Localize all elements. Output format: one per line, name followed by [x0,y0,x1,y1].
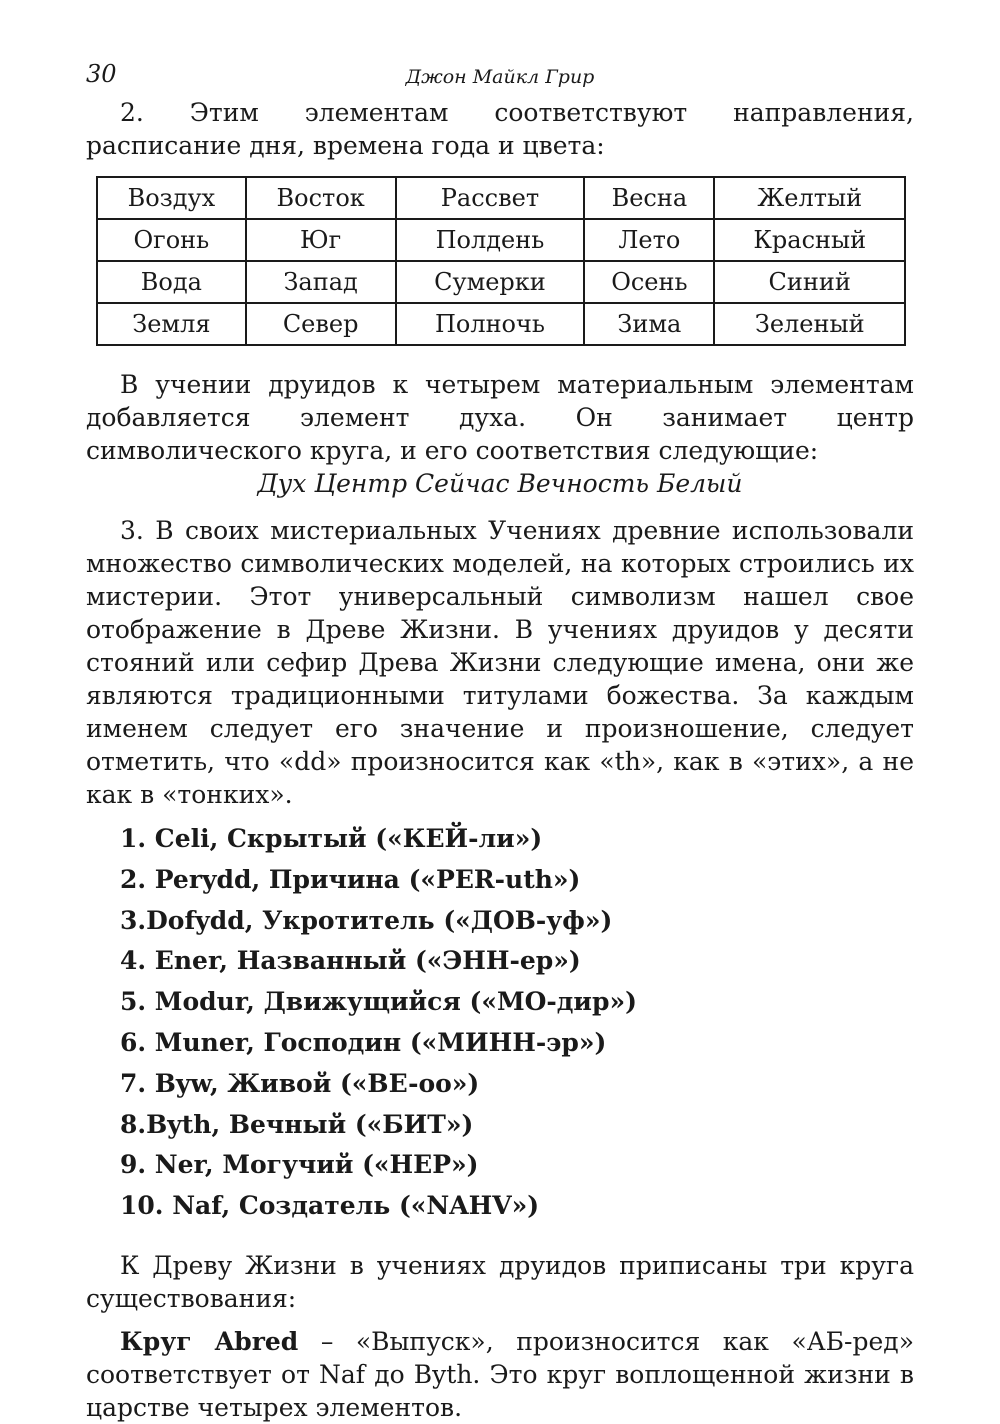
table-cell: Рассвет [396,177,585,219]
running-title: Джон Майкл Грир [405,66,595,88]
list-item: 3.Dofydd, Укротитель («ДОВ-уф») [120,905,613,935]
page-body [86,96,914,1424]
table-cell: Воздух [97,177,246,219]
table-cell: Огонь [97,219,246,261]
abred-description: – «Выпуск», произносится как «АБ-ред» соответствует от Naf до Byth. Это круг воплощенной жизни в царстве четырех элементов. [86,1326,914,1422]
table-cell: Желтый [714,177,905,219]
list-item: 9. Ner, Могучий («НЕР») [120,1150,479,1180]
table-row [97,303,905,345]
spirit-correspondence-line: Дух Центр Сейчас Вечность Белый [257,469,743,498]
table-cell: Полдень [396,219,585,261]
table-row [97,177,905,219]
table-cell: Синий [714,261,905,303]
paragraph-three-circles: К Древу Жизни в учениях друидов приписаны три круга существования: [86,1250,914,1313]
table-cell: Сумерки [396,261,585,303]
paragraph-abred [86,1325,914,1424]
list-item: 7. Byw, Живой («BE-oo») [120,1068,480,1098]
table-cell: Красный [714,219,905,261]
table-cell: Земля [97,303,246,345]
sephiroth-name-list [86,819,914,1227]
list-item: 6. Muner, Господин («МИНН-эр») [120,1027,607,1057]
table-cell: Зеленый [714,303,905,345]
list-item: 5. Modur, Движущийся («МО-дир») [120,987,637,1017]
table-cell: Весна [584,177,714,219]
list-item: 4. Ener, Названный («ЭНН-ер») [120,946,581,976]
table-cell: Восток [246,177,396,219]
page-number: 30 [86,60,117,88]
list-item: 10. Naf, Создатель («NAHV») [120,1191,540,1221]
table-cell: Юг [246,219,396,261]
list-item: 1. Celi, Скрытый («КЕЙ-ли») [120,824,543,853]
table-cell: Осень [584,261,714,303]
table-row [97,219,905,261]
abred-term: Круг Abred [120,1326,299,1356]
table-cell: Полночь [396,303,585,345]
table-cell: Зима [584,303,714,345]
correspondence-table [96,176,906,346]
table-row [97,261,905,303]
paragraph-tree-of-life: 3. В своих мистериальных Учениях древние использовали множество символических моделей, на которых строились их мистерии. Этот универсальный символизм нашел свое отображение в Древе Жизни. В учениях друидов у десяти стояний или сефир Древа Жизни следующие имена, они же являются традиционными титулами божества. За каждым именем следует его значение и произношение, следует отметить, что «dd» произносится как «th», как в «этих», а не как в «тонких». [86,516,914,809]
list-item: 8.Byth, Вечный («БИТ») [120,1109,474,1139]
list-item: 2. Perydd, Причина («PER-uth») [120,864,581,894]
table-cell: Вода [97,261,246,303]
table-cell: Запад [246,261,396,303]
table-cell: Лето [584,219,714,261]
paragraph-elements-intro: 2. Этим элементам соответствуют направления, расписание дня, времена года и цвета: [86,98,914,160]
paragraph-spirit-element: В учении друидов к четырем материальным элементам добавляется элемент духа. Он занимает центр символического круга, и его соответствия следующие: [86,370,914,465]
table-cell: Север [246,303,396,345]
